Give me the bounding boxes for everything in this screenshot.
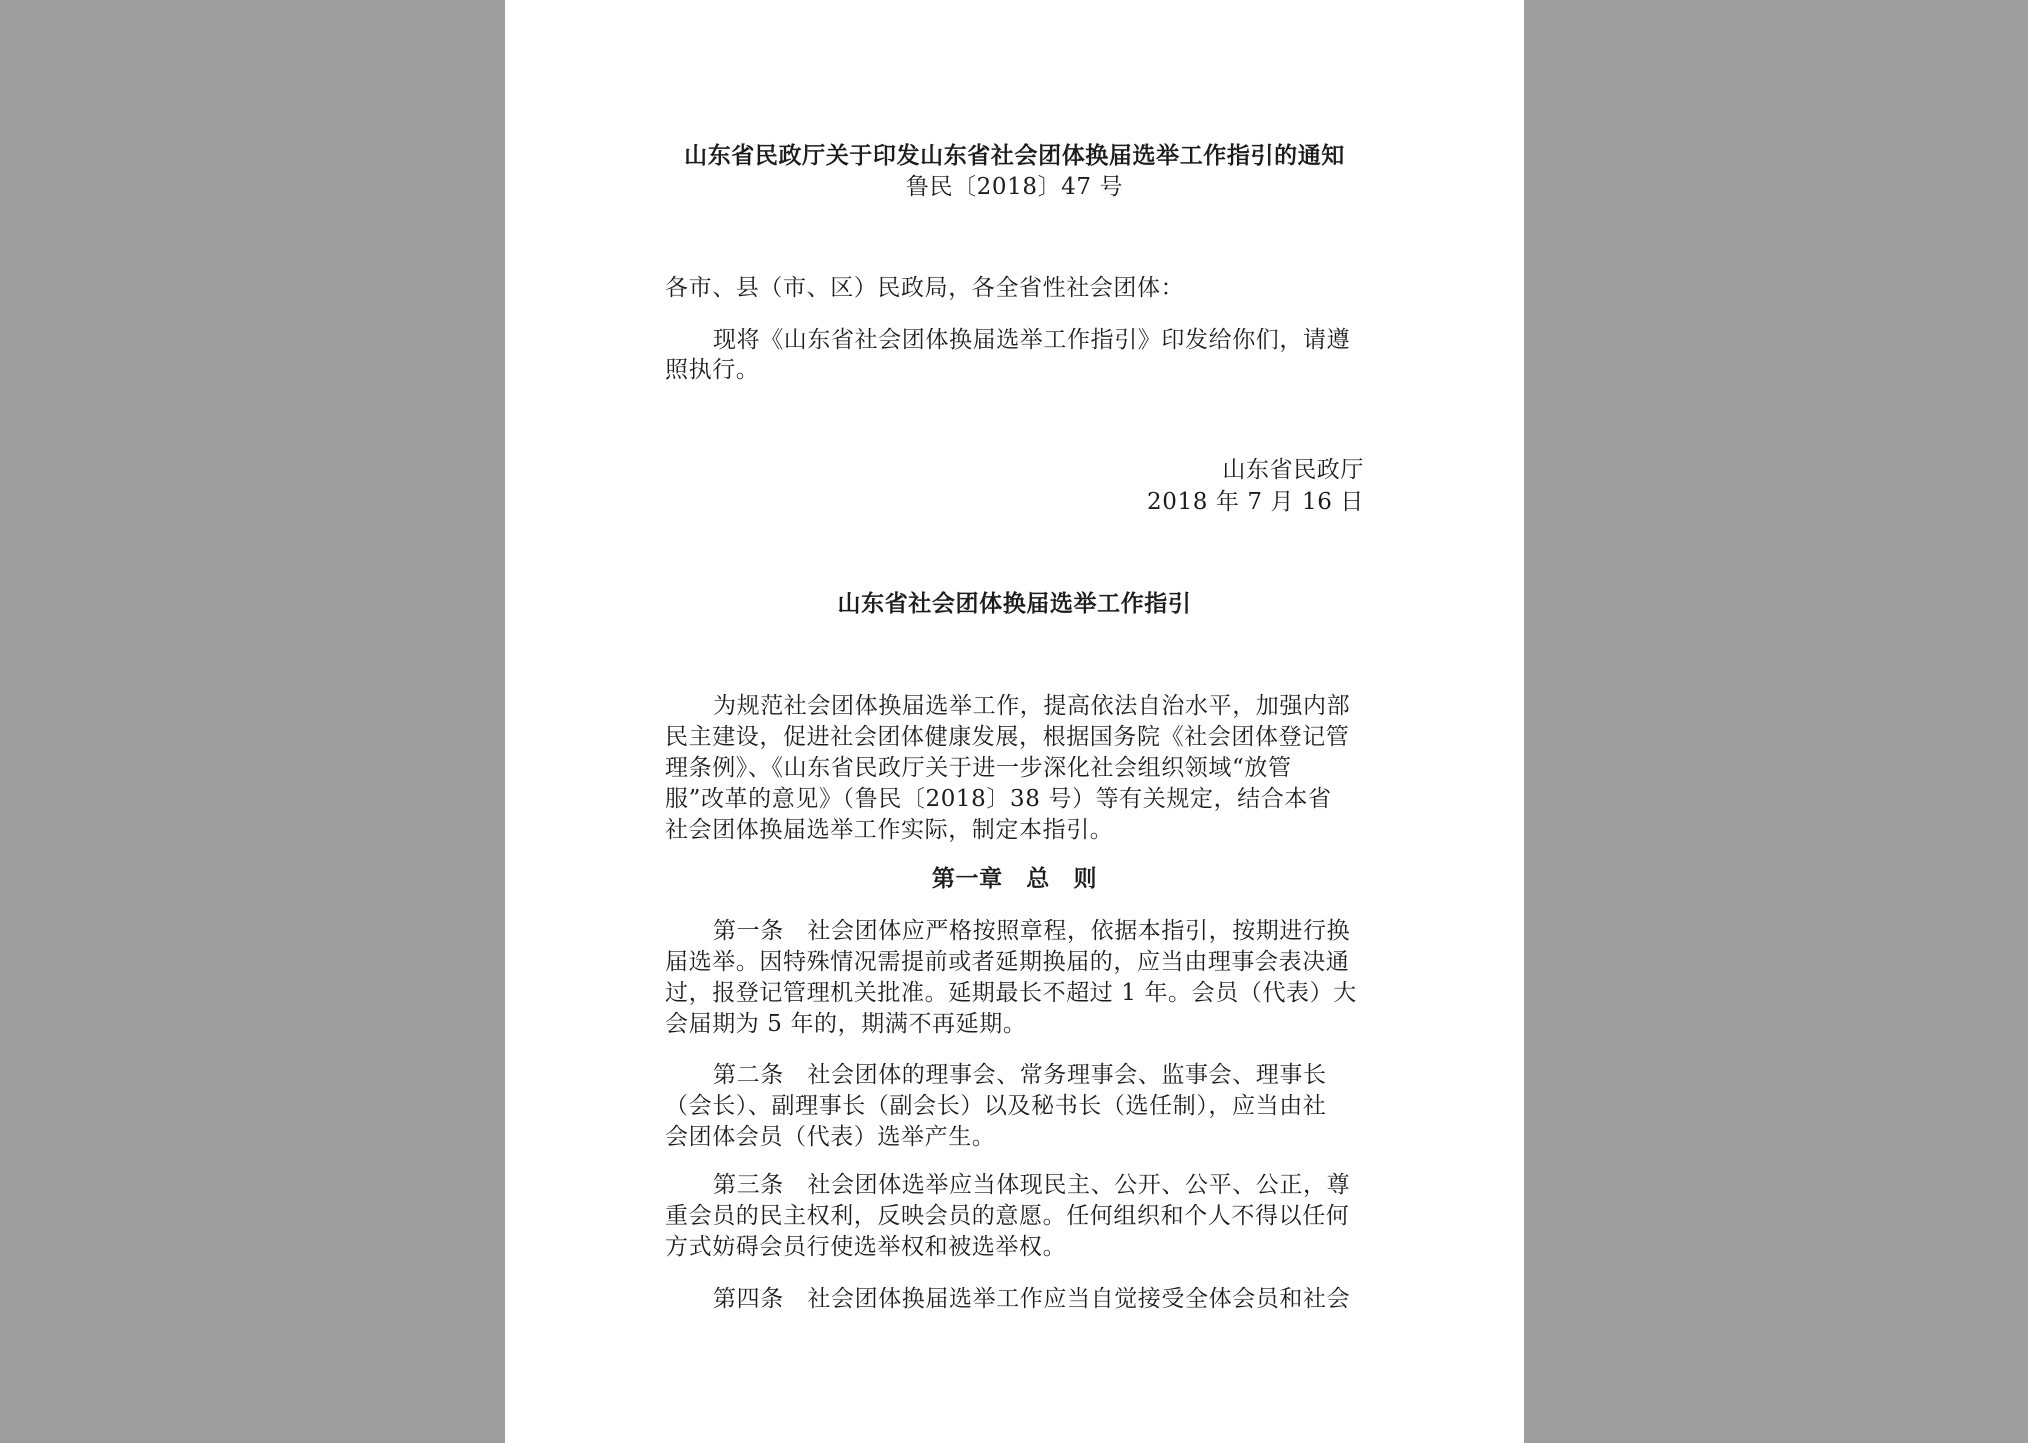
preamble-line-3: 理条例》、《山东省民政厅关于进一步深化社会组织领域“放管	[665, 755, 1292, 781]
notice-body-line-2: 照执行。	[665, 357, 760, 383]
preamble-line-4: 服”改革的意见》（鲁民〔2018〕38 号）等有关规定，结合本省	[665, 786, 1332, 812]
article-1-line-1: 第一条 社会团体应严格按照章程，依据本指引，按期进行换	[713, 918, 1351, 944]
doc-number: 鲁民〔2018〕47 号	[905, 174, 1124, 200]
article-2-line-2: （会长）、副理事长（副会长）以及秘书长（选任制），应当由社	[665, 1093, 1327, 1119]
preamble-line-5: 社会团体换届选举工作实际，制定本指引。	[665, 817, 1114, 843]
preamble-line-2: 民主建设，促进社会团体健康发展，根据国务院《社会团体登记管	[665, 724, 1350, 750]
article-1-line-2: 届选举。因特殊情况需提前或者延期换届的，应当由理事会表决通	[665, 949, 1350, 975]
notice-body-line-1: 现将《山东省社会团体换届选举工作指引》印发给你们，请遵	[713, 327, 1351, 353]
article-1-line-4: 会届期为 5 年的，期满不再延期。	[665, 1011, 1027, 1037]
chapter-title: 第一章 总 则	[931, 865, 1098, 892]
article-3-line-1: 第三条 社会团体选举应当体现民主、公开、公平、公正，尊	[713, 1172, 1351, 1198]
article-2-line-1: 第二条 社会团体的理事会、常务理事会、监事会、理事长	[713, 1062, 1327, 1088]
issuer: 山东省民政厅	[1222, 457, 1364, 483]
preamble-line-1: 为规范社会团体换届选举工作，提高依法自治水平，加强内部	[713, 693, 1351, 719]
article-3-line-2: 重会员的民主权利，反映会员的意愿。任何组织和个人不得以任何	[665, 1203, 1350, 1229]
guide-title: 山东省社会团体换届选举工作指引	[837, 590, 1192, 617]
addressee: 各市、县（市、区）民政局，各全省性社会团体：	[665, 275, 1185, 301]
article-1-line-3: 过，报登记管理机关批准。延期最长不超过 1 年。会员（代表）大	[665, 980, 1357, 1006]
article-2-line-3: 会团体会员（代表）选举产生。	[665, 1124, 996, 1150]
issue-date: 2018 年 7 月 16 日	[1147, 489, 1364, 515]
article-3-line-3: 方式妨碍会员行使选举权和被选举权。	[665, 1234, 1067, 1260]
document-page	[505, 0, 1524, 1443]
notice-title: 山东省民政厅关于印发山东省社会团体换届选举工作指引的通知	[684, 142, 1345, 169]
article-4-line-1: 第四条 社会团体换届选举工作应当自觉接受全体会员和社会	[713, 1286, 1351, 1312]
